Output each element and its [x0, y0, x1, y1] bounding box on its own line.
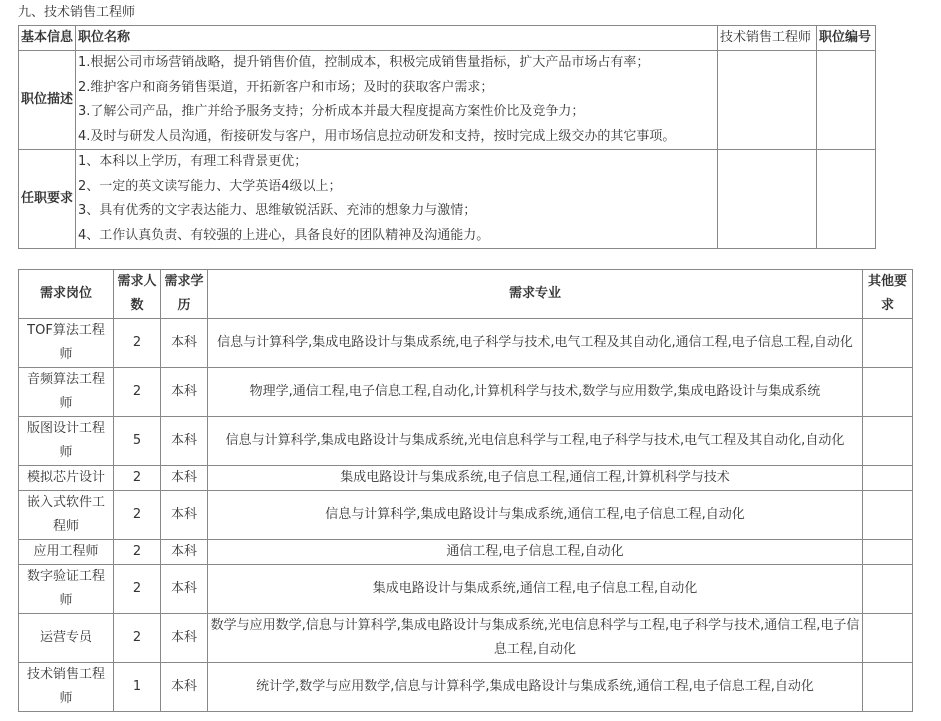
position-name-value: 技术销售工程师 [718, 26, 817, 51]
row-education: 本科 [161, 614, 208, 663]
job-info-table [18, 25, 876, 249]
row-education: 本科 [161, 540, 208, 565]
job-info-header-row [19, 26, 876, 51]
requirement-item: 1、本科以上学历，有理工科背景更优； [78, 154, 308, 169]
empty-cell [718, 51, 817, 150]
header-education: 需求学历 [161, 270, 208, 319]
row-count: 2 [114, 319, 161, 368]
table-row [19, 417, 913, 466]
table-row [19, 663, 913, 712]
basic-info-label: 基本信息 [19, 26, 76, 51]
requirement-item: 3、具有优秀的文字表达能力、思维敏锐活跃、充沛的想象力与激情； [78, 203, 477, 218]
row-other [863, 417, 913, 466]
row-count: 1 [114, 663, 161, 712]
row-other [863, 491, 913, 540]
row-majors: 数学与应用数学,信息与计算科学,集成电路设计与集成系统,光电信息科学与工程,电子科学与技术,通信工程,电子信息工程,自动化 [208, 614, 863, 663]
row-other [863, 565, 913, 614]
row-majors: 集成电路设计与集成系统,电子信息工程,通信工程,计算机科学与技术 [208, 466, 863, 491]
row-other [863, 540, 913, 565]
row-education: 本科 [161, 565, 208, 614]
demand-table [18, 269, 913, 712]
empty-cell [718, 150, 817, 249]
row-position: 音频算法工程师 [19, 368, 114, 417]
empty-cell [817, 150, 876, 249]
row-education: 本科 [161, 368, 208, 417]
row-position: 数字验证工程师 [19, 565, 114, 614]
row-position: 应用工程师 [19, 540, 114, 565]
requirement-item: 4、工作认真负责、有较强的上进心，具备良好的团队精神及沟通能力。 [78, 227, 490, 243]
row-position: 版图设计工程师 [19, 417, 114, 466]
description-label: 职位描述 [19, 51, 76, 150]
table-row [19, 491, 913, 540]
row-majors: 信息与计算科学,集成电路设计与集成系统,电子科学与技术,电气工程及其自动化,通信工程,电子信息工程,自动化 [208, 319, 863, 368]
table-row [19, 540, 913, 565]
position-id-label: 职位编号 [817, 26, 876, 51]
row-education: 本科 [161, 491, 208, 540]
job-requirements-row [19, 150, 876, 249]
row-education: 本科 [161, 319, 208, 368]
row-count: 2 [114, 540, 161, 565]
header-position: 需求岗位 [19, 270, 114, 319]
row-count: 5 [114, 417, 161, 466]
row-position: TOF算法工程师 [19, 319, 114, 368]
description-item: 1.根据公司市场营销战略，提升销售价值，控制成本，积极完成销售量指标，扩大产品市场占有率； [78, 55, 650, 70]
table-row [19, 368, 913, 417]
header-count: 需求人数 [114, 270, 161, 319]
description-list [76, 51, 718, 150]
table-row [19, 466, 913, 491]
position-name-label: 职位名称 [76, 26, 718, 51]
description-item: 4.及时与研发人员沟通，衔接研发与客户，用市场信息拉动研发和支持，按时完成上级交办的其它事项。 [78, 128, 676, 144]
requirement-item: 2、一定的英文读写能力、大学英语4级以上； [78, 178, 342, 194]
section-title: 九、技术销售工程师 [18, 5, 136, 20]
description-item: 2.维护客户和商务销售渠道，开拓新客户和市场；及时的获取客户需求； [78, 79, 494, 95]
requirements-label: 任职要求 [19, 150, 76, 249]
table-row [19, 565, 913, 614]
row-majors: 通信工程,电子信息工程,自动化 [208, 540, 863, 565]
row-majors: 信息与计算科学,集成电路设计与集成系统,光电信息科学与工程,电子科学与技术,电气工程及其自动化,自动化 [208, 417, 863, 466]
row-majors: 物理学,通信工程,电子信息工程,自动化,计算机科学与技术,数学与应用数学,集成电路设计与集成系统 [208, 368, 863, 417]
table-row [19, 614, 913, 663]
row-position: 技术销售工程师 [19, 663, 114, 712]
job-description-row [19, 51, 876, 150]
row-other [863, 466, 913, 491]
header-other: 其他要求 [863, 270, 913, 319]
row-count: 2 [114, 614, 161, 663]
row-count: 2 [114, 491, 161, 540]
requirements-list [76, 150, 718, 249]
row-other [863, 614, 913, 663]
row-majors: 统计学,数学与应用数学,信息与计算科学,集成电路设计与集成系统,通信工程,电子信息工程,自动化 [208, 663, 863, 712]
row-education: 本科 [161, 663, 208, 712]
row-other [863, 319, 913, 368]
demand-header-row [19, 270, 913, 319]
row-education: 本科 [161, 417, 208, 466]
row-other [863, 663, 913, 712]
row-count: 2 [114, 368, 161, 417]
table-row [19, 319, 913, 368]
row-majors: 集成电路设计与集成系统,通信工程,电子信息工程,自动化 [208, 565, 863, 614]
row-education: 本科 [161, 466, 208, 491]
row-count: 2 [114, 466, 161, 491]
row-majors: 信息与计算科学,集成电路设计与集成系统,通信工程,电子信息工程,自动化 [208, 491, 863, 540]
description-item: 3.了解公司产品，推广并给予服务支持；分析成本并最大程度提高方案性价比及竞争力； [78, 104, 585, 119]
header-majors: 需求专业 [208, 270, 863, 319]
row-position: 运营专员 [19, 614, 114, 663]
empty-cell [817, 51, 876, 150]
row-position: 嵌入式软件工程师 [19, 491, 114, 540]
row-count: 2 [114, 565, 161, 614]
row-other [863, 368, 913, 417]
row-position: 模拟芯片设计 [19, 466, 114, 491]
